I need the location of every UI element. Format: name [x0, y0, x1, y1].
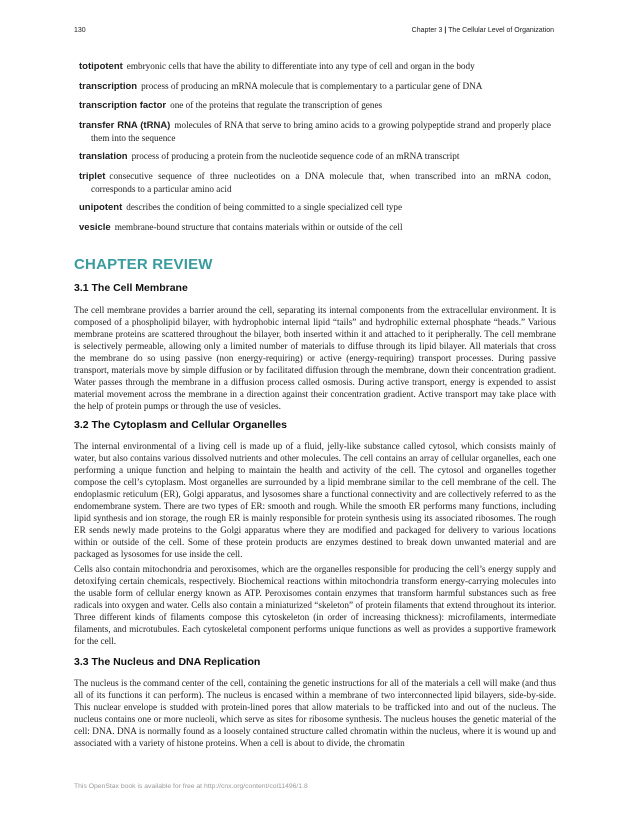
chapter-prefix: Chapter 3	[411, 27, 443, 34]
glossary-definition: molecules of RNA that serve to bring amino acids to a growing polypeptide strand and properly place them into the sequence	[91, 119, 551, 143]
section-heading: 3.1 The Cell Membrane	[74, 282, 188, 294]
chapter-title: The Cellular Level of Organization	[448, 27, 554, 34]
glossary-term: transfer RNA (tRNA)	[79, 119, 171, 131]
glossary-definition: membrane-bound structure that contains materials within or outside of the cell	[114, 221, 403, 232]
section-paragraph: Cells also contain mitochondria and peroxisomes, which are the organelles responsible for producing the cell’s energy supply and detoxifying certain chemicals, respectively. Biochemical reactions within mitochondria transform energy-carrying molecules into the usable form of cellular energy known as ATP. Peroxisomes contain enzymes that transform harmful substances such as free radicals into oxygen and water. Cells also contain a miniaturized “skeleton” of protein filaments that extend throughout its interior. Three different kinds of filaments compose this cytoskeleton (in order of increasing thickness): microfilaments, intermediate filaments, and microtubules. Each cytoskeletal component performs unique functions as well as provides a supportive framework for the cell.	[74, 564, 556, 646]
section-paragraph: The nucleus is the command center of the cell, containing the genetic instructions for all of the materials a cell will make (and thus all of its functions it can perform). The nucleus is encased within a membrane of two interconnected lipid bilayers, side-by-side. This nuclear envelope is studded with protein-lined pores that allow materials to be trafficked into and out of the nucleus. The nucleus contains one or more nucleoli, which serve as sites for ribosome synthesis. The nucleus houses the genetic material of the cell: DNA. DNA is normally found as a loosely contained structure called chromatin within the nucleus, where it is wound up and associated with a variety of histone proteins. When a cell is about to divide, the chromatin	[74, 678, 556, 748]
glossary-entry	[79, 119, 551, 144]
glossary-entry	[79, 80, 551, 93]
glossary-definition: embryonic cells that have the ability to differentiate into any type of cell and organ in the body	[126, 61, 475, 71]
glossary-entry	[79, 221, 551, 234]
glossary-term: vesicle	[79, 221, 111, 233]
glossary-entry	[79, 99, 551, 112]
header-separator: |	[444, 27, 447, 34]
page-footer: This OpenStax book is available for free at http://cnx.org/content/col11496/1.8	[74, 783, 308, 790]
section-heading: 3.2 The Cytoplasm and Cellular Organelles	[74, 419, 287, 431]
glossary-term: transcription	[79, 80, 138, 92]
running-header	[74, 26, 554, 36]
glossary-definition: one of the proteins that regulate the transcription of genes	[170, 100, 383, 110]
chapter-review-title: CHAPTER REVIEW	[74, 256, 213, 273]
glossary-entry	[79, 201, 551, 214]
glossary-definition: describes the condition of being committed to a single specialized cell type	[126, 202, 403, 212]
glossary-list	[79, 60, 551, 240]
glossary-entry	[79, 170, 551, 195]
chapter-header	[412, 26, 554, 36]
glossary-term: transcription factor	[79, 100, 167, 111]
glossary-definition: process of producing an mRNA molecule that is complementary to a particular gene of DNA	[141, 80, 483, 91]
glossary-term: unipotent	[79, 202, 123, 213]
page-number: 130	[74, 27, 86, 34]
glossary-term: translation	[79, 151, 128, 162]
glossary-definition: consecutive sequence of three nucleotides on a DNA molecule that, when transcribed into an mRNA codon, corresponds to a particular amino acid	[91, 170, 551, 194]
glossary-definition: process of producing a protein from the nucleotide sequence code of an mRNA transcript	[131, 151, 460, 161]
section-paragraph: The internal environmental of a living cell is made up of a fluid, jelly-like substance called cytosol, which consists mainly of water, but also contains various dissolved nutrients and other molecules. The cell contains an array of cellular organelles, each one performing a unique function and helping to maintain the health and activity of the cell. The cytosol and organelles together compose the cell’s cytoplasm. Most organelles are surrounded by a lipid membrane similar to the cell membrane of the cell. The endoplasmic reticulum (ER), Golgi apparatus, and lysosomes share a functional connectivity and are collectively referred to as the endomembrane system. There are two types of ER: smooth and rough. While the smooth ER performs many functions, including lipid synthesis and ion storage, the rough ER is mainly responsible for protein synthesis using its associated ribosomes. The rough ER sends newly made proteins to the Golgi apparatus where they are modified and packaged for delivery to various locations within or outside of the cell. Some of these protein products are enzymes destined to break down unwanted material and are packaged as lysosomes for use inside the cell.	[74, 441, 556, 559]
section-paragraph: The cell membrane provides a barrier around the cell, separating its internal components from the extracellular environment. It is composed of a phospholipid bilayer, with hydrophobic internal lipid “tails” and hydrophilic external phosphate “heads.” Various membrane proteins are scattered throughout the bilayer, both inserted within it and attached to it peripherally. The cell membrane is selectively permeable, allowing only a limited number of materials to diffuse through its lipid bilayer. All materials that cross the membrane do so using passive (non energy-requiring) or active (energy-requiring) transport processes. During passive transport, materials move by simple diffusion or by facilitated diffusion through the membrane, down their concentration gradient. Water passes through the membrane in a diffusion process called osmosis. During active transport, energy is expended to assist material movement across the membrane in a direction against their concentration gradient. Active transport may take place with the help of protein pumps or through the use of vesicles.	[74, 305, 556, 411]
glossary-entry	[79, 150, 551, 163]
glossary-term: triplet	[79, 170, 106, 182]
glossary-term: totipotent	[79, 61, 123, 72]
glossary-entry	[79, 60, 551, 73]
section-heading: 3.3 The Nucleus and DNA Replication	[74, 656, 261, 668]
